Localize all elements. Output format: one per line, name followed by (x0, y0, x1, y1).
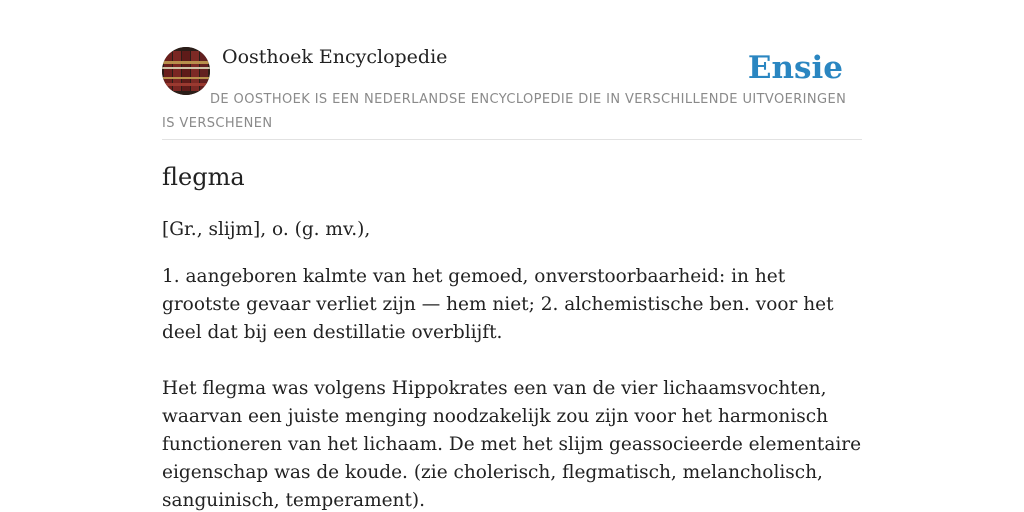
entry-card (162, 0, 862, 512)
ensie-logo[interactable]: Ensie (747, 50, 843, 86)
entry-headword: flegma (162, 163, 245, 191)
entry-explanation: Het flegma was volgens Hippokrates een van de vier lichaamsvochten, waarvan een juiste menging noodzakelijk zou zijn voor het harmonisch functioneren van het lichaam. De met het slijm geassocieerde elementaire eigenschap was de koude. (zie cholerisch, flegmatisch, melancholisch, sanguinisch, temperament). (162, 378, 862, 511)
source-title[interactable]: Oosthoek Encyclopedie (222, 46, 448, 68)
source-description: DE OOSTHOEK IS EEN NEDERLANDSE ENCYCLOPEDIE DIE IN VERSCHILLENDE UITVOERINGEN IS VERSCHENEN (162, 92, 847, 131)
entry-definition: 1. aangeboren kalmte van het gemoed, onverstoorbaarheid: in het grootste gevaar verliet zijn — hem niet; 2. alchemistische ben. voor het deel dat bij een destillatie overblijft. (162, 266, 834, 343)
entry-grammar: [Gr., slijm], o. (g. mv.), (162, 219, 371, 240)
source-header (162, 0, 862, 140)
